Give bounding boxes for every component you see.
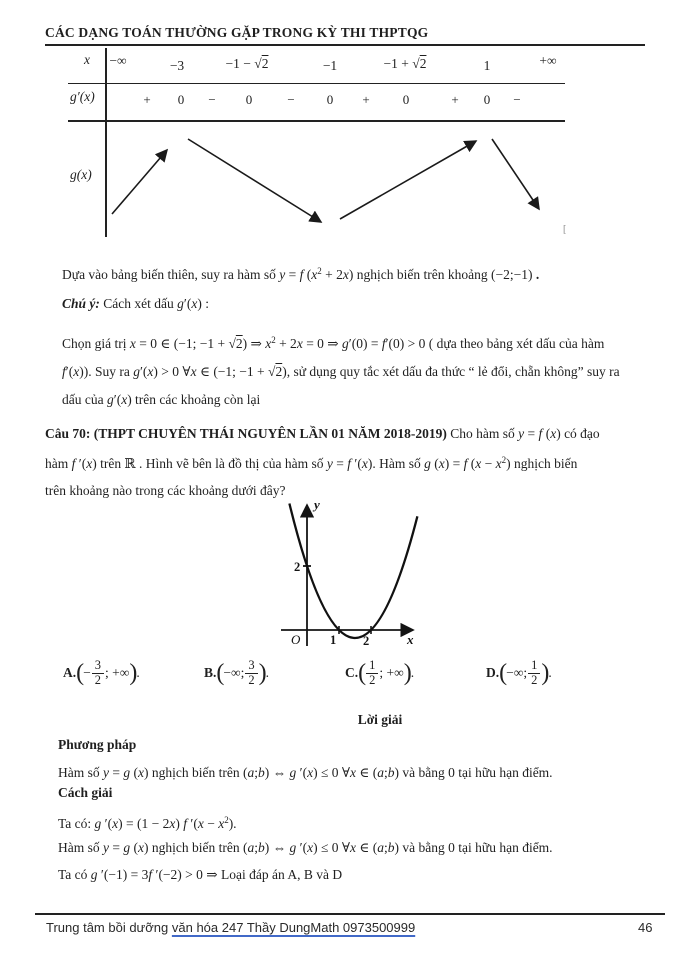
fprime-graph — [273, 494, 453, 654]
footer-prefix: Trung tâm bồi dưỡng — [46, 920, 172, 935]
x-tick-label-1: 1 — [330, 633, 337, 647]
variation-arrow-down-1 — [188, 139, 321, 222]
x-value-neg1-plus-sqrt2: −1 + √2 — [383, 56, 427, 71]
option-A: A. ( − $\frac{3}{2}$ ; +∞ ) . — [63, 658, 140, 687]
x-value-pos-infinity: +∞ — [539, 53, 557, 68]
row-label-x: x — [84, 52, 90, 67]
header-rule — [45, 44, 645, 46]
row-label-g: g(x) — [70, 167, 92, 182]
row-label-gprime: g′(x) — [70, 89, 95, 104]
variation-arrow-up-1 — [112, 150, 167, 214]
y-axis-label: y — [314, 497, 320, 512]
gprime-sign: − — [208, 92, 216, 107]
question-70: Câu 70: (THPT CHUYÊN THÁI NGUYÊN LẦN 01 NĂM 2018-2019) Cho hàm số y = f (x) có đạo hàm f ′(x) trên ℝ . Hình vẽ bên là đồ thị của hàm số y = f ′(x). Hàm số g (x) = f $(x - x^2)$ nghịch biến trên khoảng nào trong các khoảng dưới đây? — [45, 426, 600, 498]
x-value-neg-3: −3 — [169, 58, 185, 73]
x-value-neg-infinity: −∞ — [109, 53, 127, 68]
elimination-line: Ta có g ′(−1) = 3f ′(−2) > 0 ⇒ Loại đáp án A, B và D — [58, 867, 343, 882]
gprime-zero: 0 — [326, 92, 334, 107]
gprime-sign: + — [362, 92, 370, 107]
x-value-1: 1 — [483, 58, 491, 73]
gprime-zero: 0 — [483, 92, 491, 107]
variation-arrows — [68, 122, 568, 237]
x-axis-label: x — [407, 632, 414, 647]
gprime-sign: + — [143, 92, 151, 107]
scan-artifact: [ — [563, 224, 567, 235]
origin-label: O — [291, 632, 301, 647]
page-title: CÁC DẠNG TOÁN THƯỜNG GẶP TRONG KỲ THI THPTQG — [45, 25, 429, 40]
fprime-curve — [289, 504, 417, 638]
method-statement: Hàm số y = g (x) nghịch biến trên (a;b) ⇔ g ′(x) ≤ 0 ∀x ∈ (a;b) và bằng 0 tại hữu hạn điểm. — [58, 765, 553, 780]
footer-rule — [35, 913, 665, 915]
paragraph-conclusion: Dựa vào bảng biến thiên, suy ra hàm số y = f $(x^2 + 2x)$ nghịch biến trên khoảng (−2;−1) . — [62, 266, 540, 282]
method-statement-repeat: Hàm số y = g (x) nghịch biến trên (a;b) ⇔ g ′(x) ≤ 0 ∀x ∈ (a;b) và bằng 0 tại hữu hạn điểm. — [58, 840, 553, 855]
gprime-zero: 0 — [245, 92, 253, 107]
x-value-neg-1: −1 — [322, 58, 338, 73]
y-tick-label: 2 — [294, 560, 301, 574]
solve-title: Cách giải — [58, 785, 113, 800]
paragraph-sign-check: Chọn giá trị x = 0 ∈ (−1; −1 + √2) ⇒ $x^2 + 2x = 0$ ⇒ g′(0) = f′(0) > 0 ( dựa theo bảng xét dấu của hàm f′(x)). Suy ra g′(x) > 0 ∀x ∈ (−1; −1 + √2), sử dụng quy tắc xét dấu đa thức “ lẻ đổi, chẵn không” suy ra dấu của g′(x) trên các khoảng còn lại — [62, 335, 620, 407]
x-tick-label-2: 2 — [363, 634, 370, 648]
solution-title: Lời giải — [357, 712, 403, 727]
option-B: B. ( −∞; $\frac{3}{2}$ ) . — [204, 658, 270, 687]
method-title: Phương pháp — [58, 737, 137, 752]
option-C: C. ( $\frac{1}{2}$ ; +∞ ) . — [345, 658, 415, 687]
option-D: D. ( −∞; $\frac{1}{2}$ ) . — [486, 658, 552, 687]
x-value-neg1-minus-sqrt2: −1 − √2 — [225, 56, 269, 71]
footer — [46, 920, 415, 935]
footer-link[interactable]: văn hóa 247 Thầy DungMath 0973500999 — [171, 920, 416, 935]
table-rule-under-x-row — [68, 83, 565, 84]
gprime-zero: 0 — [177, 92, 185, 107]
derivative-line: Ta có: g ′(x) = (1 − 2x) f $'(x - x^2)$. — [58, 815, 237, 831]
variation-arrow-down-2 — [492, 139, 539, 209]
page-number: 46 — [638, 920, 653, 935]
gprime-sign: − — [287, 92, 295, 107]
paragraph-note: Chú ý: Cách xét dấu g′(x) : — [62, 296, 209, 311]
gprime-sign: − — [513, 92, 521, 107]
gprime-zero: 0 — [402, 92, 410, 107]
gprime-sign: + — [451, 92, 459, 107]
variation-arrow-up-2 — [340, 141, 476, 219]
